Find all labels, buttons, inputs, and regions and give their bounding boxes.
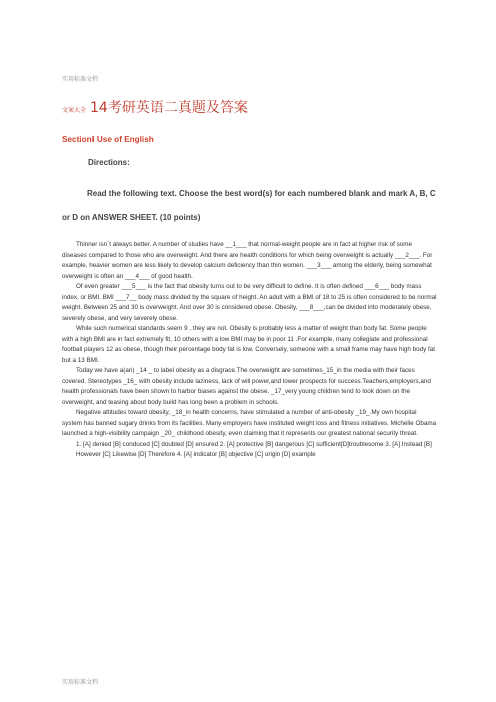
passage-body bbox=[62, 240, 438, 461]
paragraph-3: While such numerical standards seem 9 , they are not. Obesity is probably less a matter of weight than body fat. Some people with a high BMI are in fact extremely fit, 10 others with a low BMI may be in poor 11 .For example, many collegiate and professional football players 12 as obese, though their percentage body fat is low. Conversely, someone with a small frame may have high body fat but a 13 BMI. bbox=[62, 325, 436, 364]
answer-options: 1. [A] denied [B] conduced [C] doubled [D] ensured 2. [A] protective [B] dangerous [C] sufficient[D]troublesome 3. [A] Instead [B] However [C] Likewise [D] Therefore 4. [A] indicator [B] objective [C] origin [D] example bbox=[76, 440, 432, 458]
header-label: 实用标准文档 bbox=[62, 76, 99, 83]
directions-label: Directions: bbox=[88, 158, 130, 167]
title-prefix: 文案大全 bbox=[62, 107, 87, 114]
title-row bbox=[62, 97, 248, 117]
paragraph-5: Negative attitudes toward obesity, _18_in health concerns, have stimulated a number of anti-obesity _19_.My own hospital system has banned sugary drinks from its facilities. Many employers have instituted weight loss and fitness initiatives. Michelle Obama launched a high-visibility campaign _20_ childhood obesity, even claiming that it represents our greatest national security threat. bbox=[62, 409, 437, 437]
section-heading: SectionⅠ Use of English bbox=[62, 135, 154, 144]
paragraph-1: Thinner isn`t always better. A number of studies have __1___ that normal-weight people are in fact at higher risk of some diseases compared to those who are overweight. And there are health conditions for which being overweight is actually ___2___. For example, heavier women are less likely to develop calcium deficiency than thin women. ___3___ among the elderly, being somewhat overweight is often an ___4___ of good health. bbox=[62, 241, 433, 280]
footer-label: 实用标准文档 bbox=[62, 679, 99, 686]
paragraph-2: Of even greater ___5___ is the fact that obesity turns out to be very difficult to define. It is often defined ___6___ body mass index, or BMI. BMI ___7__ body mass divided by the square of height. An adult with a BMI of 18 to 25 is often considered to be normal weight. Between 25 and 30 is overweight. And over 30 is considered obese. Obesity, ___8___,can be divided into moderately obese, severely obese, and very severely obese. bbox=[62, 283, 437, 322]
page-title: 14考研英语二真题及答案 bbox=[90, 100, 248, 116]
instructions-text: Read the following text. Choose the best word(s) for each numbered blank and mark A, B, C or D on ANSWER SHEET. (10 points) bbox=[62, 189, 436, 222]
paragraph-4: Today we have a(an) _14 _ to label obesity as a disgrace.The overweight are sometimes_15_in the media with their faces covered. Stereotypes _16_ with obesity include laziness, lack of will power,and lower prospects for success.Teachers,employers,and health professionals have been shown to harbor biases against the obese. _17_very young children tend to look down on the overweight, and teasing about body build has long been a problem in schools. bbox=[62, 367, 431, 406]
